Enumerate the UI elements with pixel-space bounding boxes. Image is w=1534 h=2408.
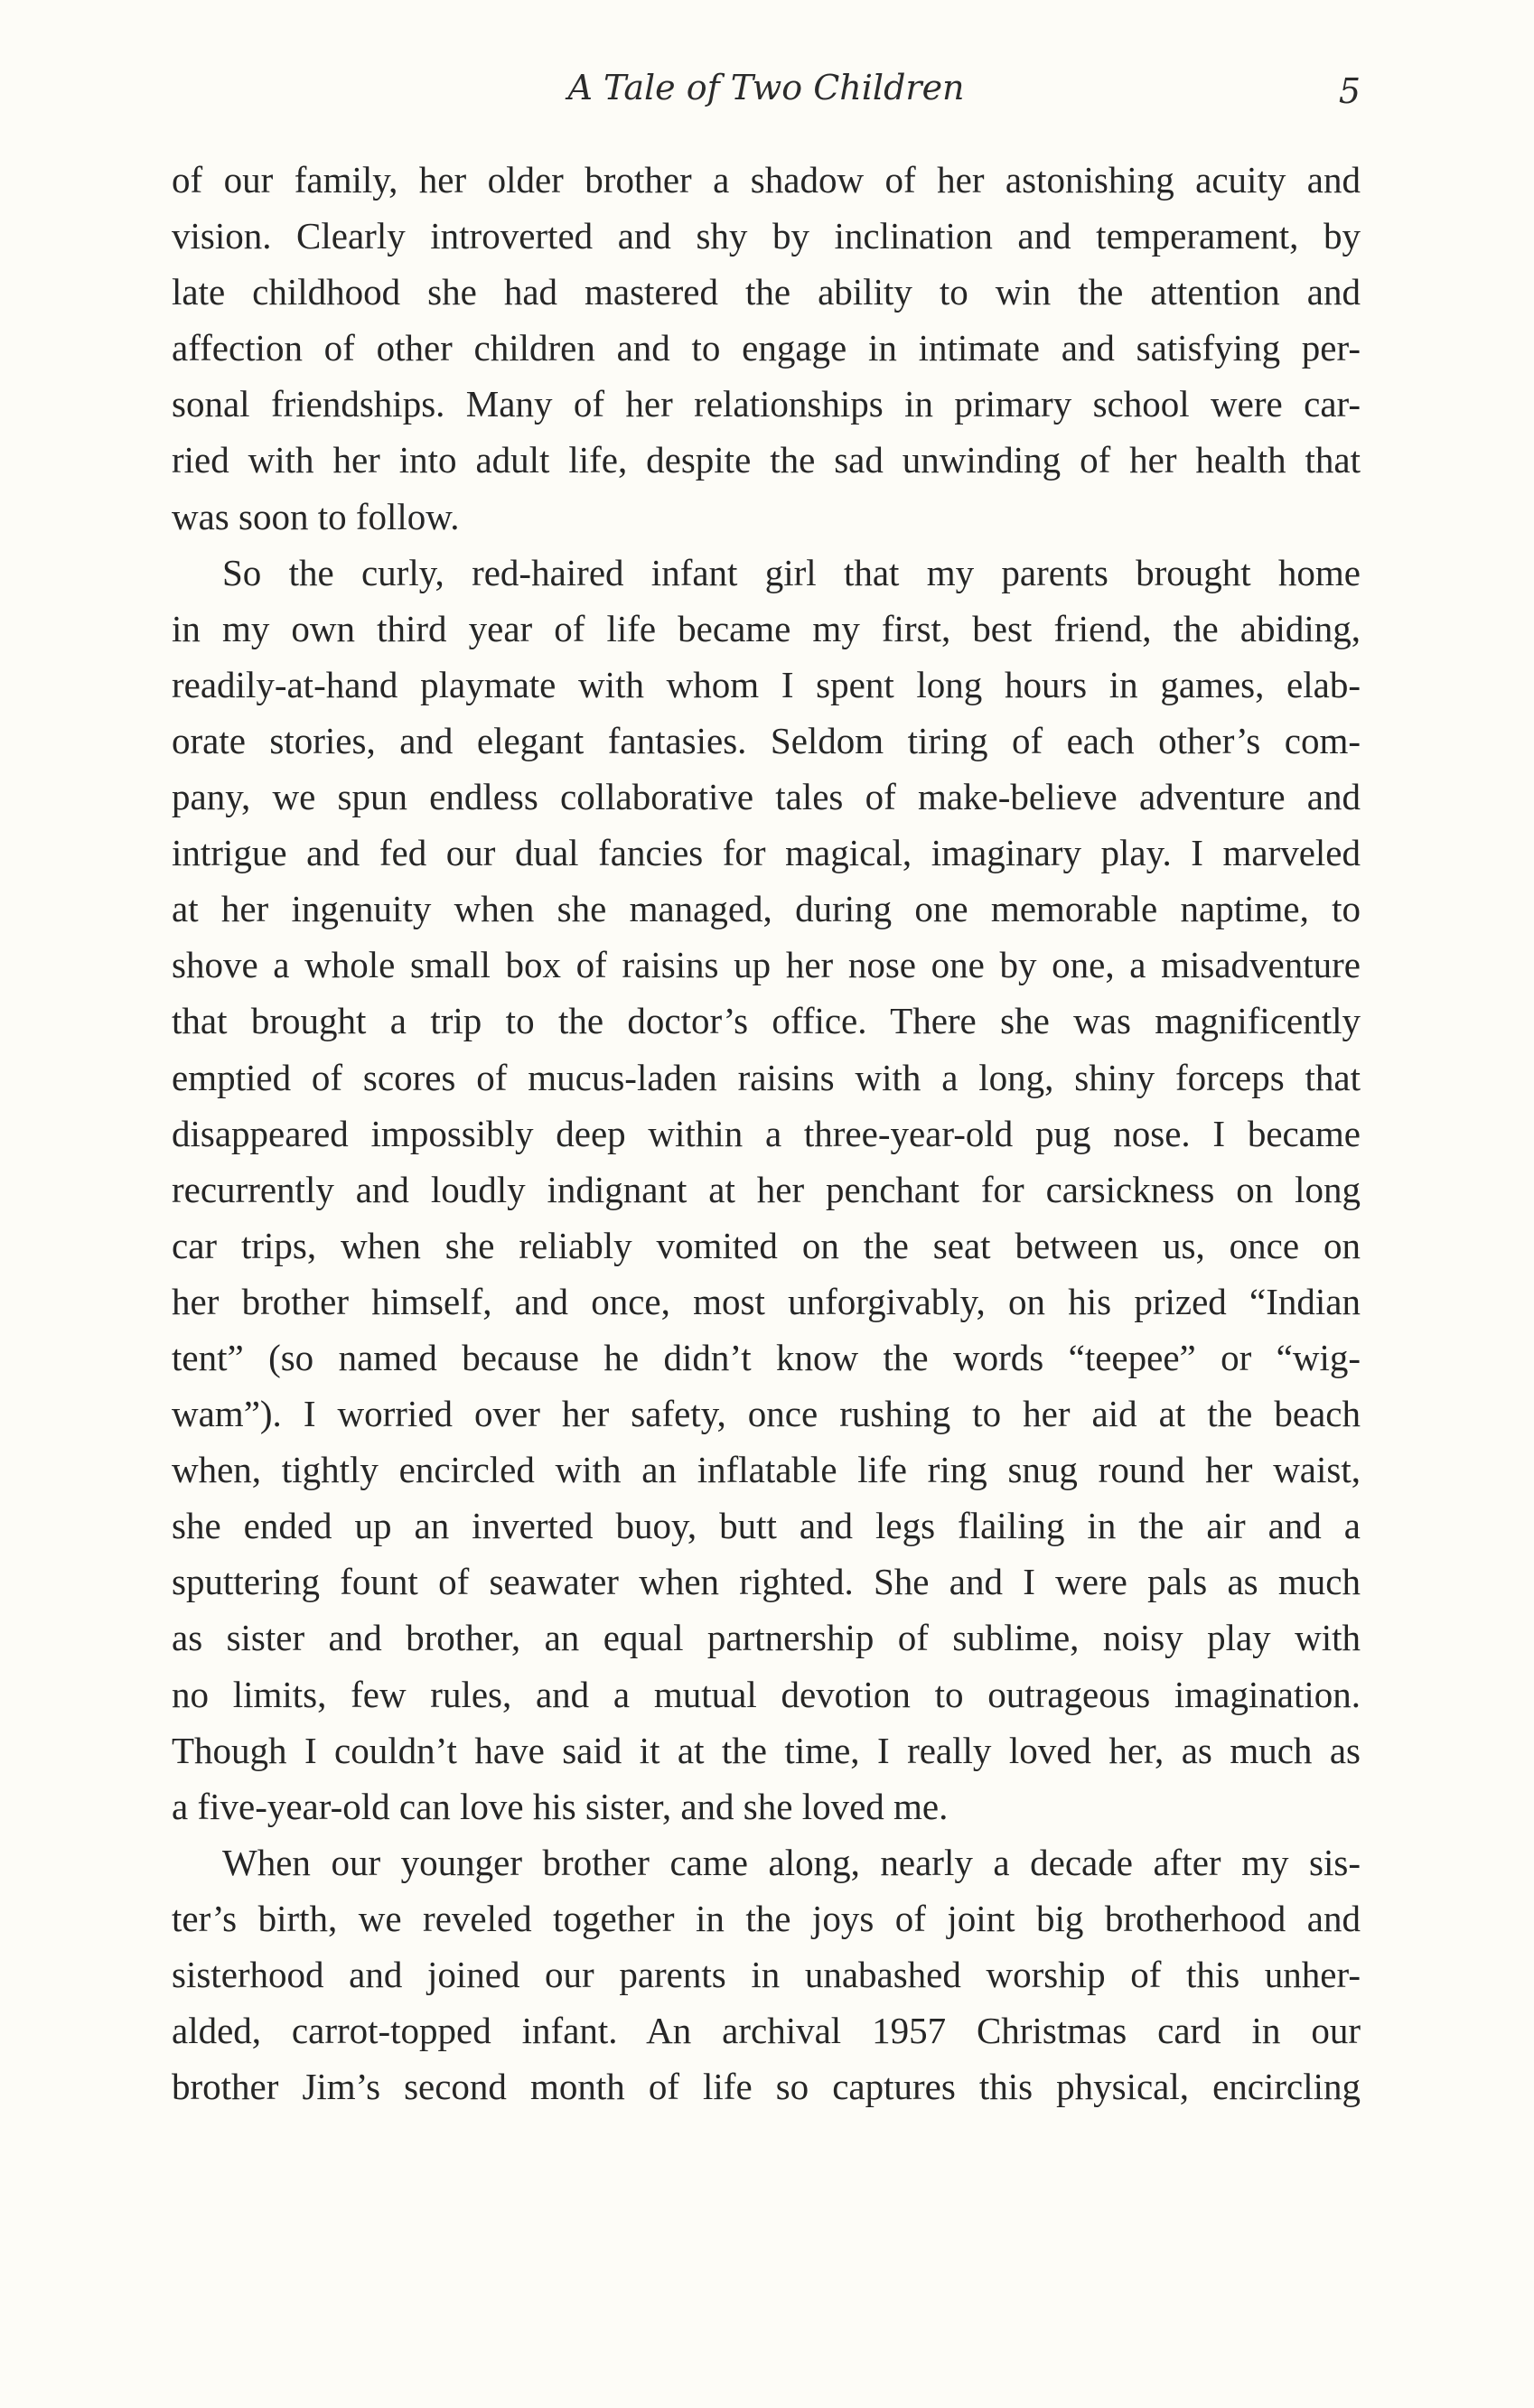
text-line: intrigue and fed our dual fancies for magical, imaginary play. I marveled (172, 832, 1361, 874)
text-line: at her ingenuity when she managed, during one memorable naptime, to (172, 888, 1361, 930)
text-line: was soon to follow. (172, 495, 460, 537)
paragraph-2 (172, 545, 1361, 1834)
text-line: pany, we spun endless collaborative tales of make-believe adventure and (172, 776, 1361, 818)
text-line: her brother himself, and once, most unforgivably, on his prized “Indian (172, 1280, 1361, 1322)
text-line: she ended up an inverted buoy, butt and legs flailing in the air and a (172, 1505, 1361, 1547)
text-line: of our family, her older brother a shadow of her astonishing acuity and (172, 159, 1361, 201)
text-line: ter’s birth, we reveled together in the joys of joint big brotherhood and (172, 1897, 1361, 1939)
text-line: late childhood she had mastered the ability to win the attention and (172, 271, 1361, 313)
text-line: When our younger brother came along, nearly a decade after my sis- (222, 1841, 1361, 1883)
text-line: wam”). I worried over her safety, once rushing to her aid at the beach (172, 1393, 1361, 1435)
text-line: emptied of scores of mucus-laden raisins with a long, shiny forceps that (172, 1056, 1361, 1098)
text-line: that brought a trip to the doctor’s office. There she was magnificently (172, 1000, 1361, 1042)
text-line: alded, carrot-topped infant. An archival 1957 Christmas card in our (172, 2010, 1361, 2052)
text-line: sonal friendships. Many of her relationships in primary school were car- (172, 383, 1361, 425)
text-line: tent” (so named because he didn’t know the words “teepee” or “wig- (172, 1336, 1361, 1378)
text-line: Though I couldn’t have said it at the time, I really loved her, as much as (172, 1729, 1361, 1771)
text-line: sputtering fount of seawater when righted. She and I were pals as much (172, 1561, 1361, 1603)
text-line: sisterhood and joined our parents in unabashed worship of this unher- (172, 1954, 1361, 1995)
text-line: no limits, few rules, and a mutual devotion to outrageous imagination. (172, 1673, 1361, 1715)
text-line: ried with her into adult life, despite the sad unwinding of her health that (172, 439, 1361, 481)
text-line: when, tightly encircled with an inflatable life ring snug round her waist, (172, 1449, 1361, 1491)
text-line: orate stories, and elegant fantasies. Seldom tiring of each other’s com- (172, 719, 1361, 761)
text-line: in my own third year of life became my first, best friend, the abiding, (172, 607, 1361, 649)
text-line: as sister and brother, an equal partnership of sublime, noisy play with (172, 1617, 1361, 1659)
text-line: car trips, when she reliably vomited on the seat between us, once on (172, 1224, 1361, 1266)
text-line: readily-at-hand playmate with whom I spent long hours in games, elab- (172, 663, 1361, 705)
text-line: So the curly, red-haired infant girl that my parents brought home (222, 551, 1361, 593)
text-line: shove a whole small box of raisins up her nose one by one, a misadventure (172, 944, 1361, 986)
text-line: affection of other children and to engage in intimate and satisfying per- (172, 327, 1361, 369)
text-line: disappeared impossibly deep within a three-year-old pug nose. I became (172, 1112, 1361, 1154)
text-line: recurrently and loudly indignant at her penchant for carsickness on long (172, 1168, 1361, 1210)
text-line: a five-year-old can love his sister, and she loved me. (172, 1785, 949, 1827)
running-title: A Tale of Two Children (567, 68, 965, 107)
text-line: brother Jim’s second month of life so captures this physical, encircling (172, 2066, 1361, 2108)
body-text (172, 152, 1361, 2114)
paragraph-3 (172, 1834, 1361, 2114)
page-number: 5 (1338, 71, 1361, 111)
paragraph-1 (172, 152, 1361, 545)
running-head (172, 65, 1361, 110)
text-line: vision. Clearly introverted and shy by inclination and temperament, by (172, 215, 1361, 257)
